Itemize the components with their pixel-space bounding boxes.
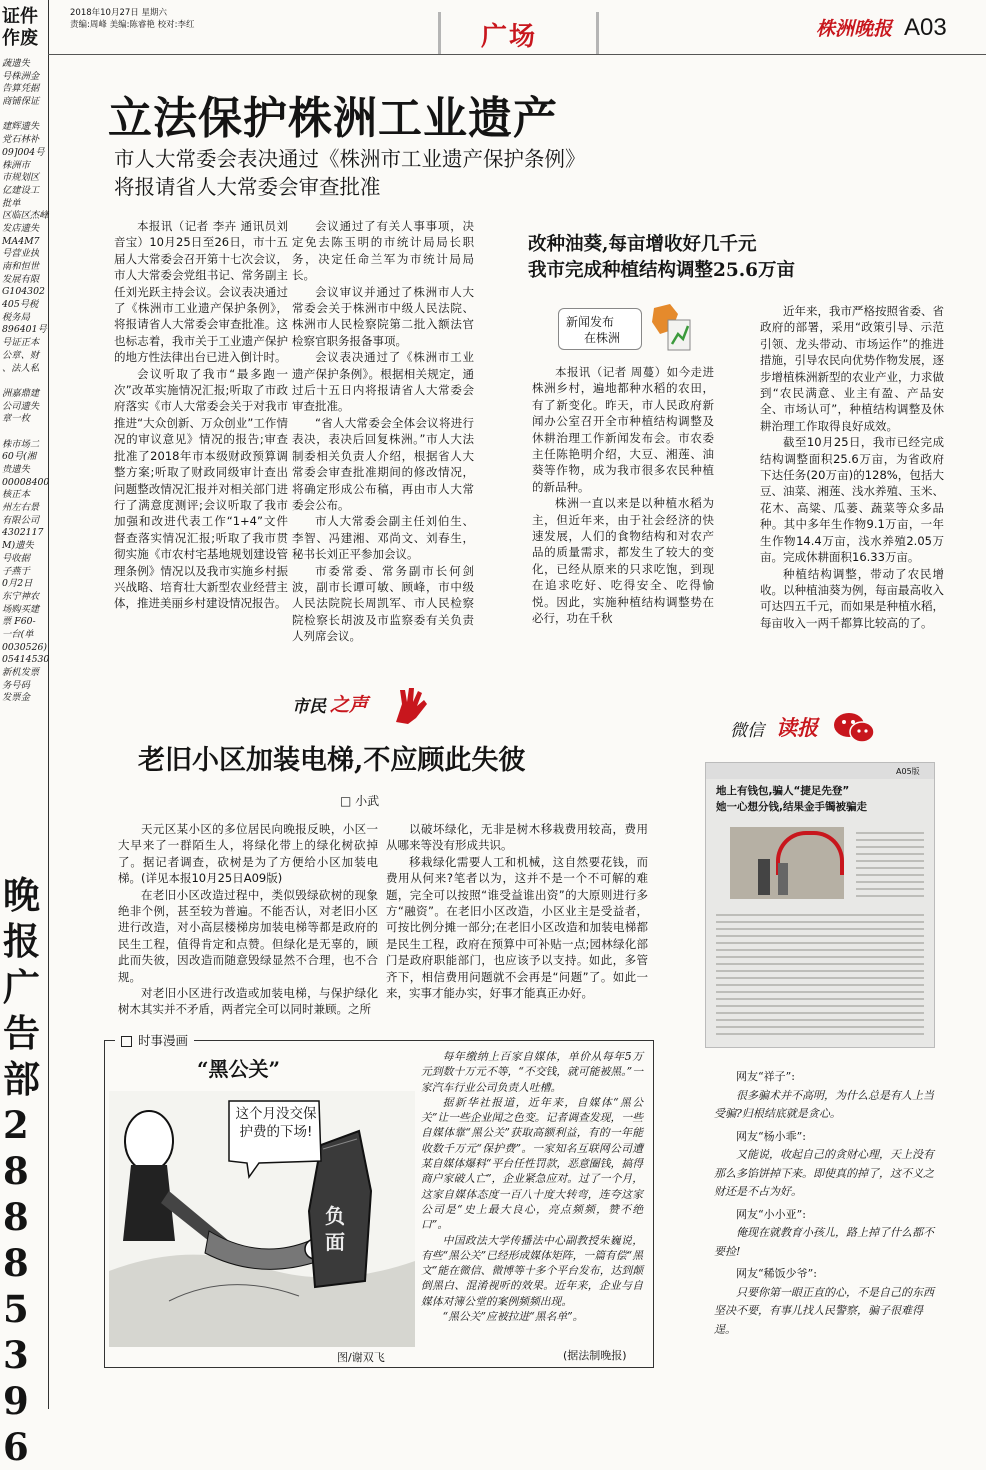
classified-line: 告算凭据 [2, 83, 40, 95]
page-header [48, 0, 986, 58]
classified-line: 洲嘉鼎建 [2, 387, 40, 399]
date-line: 2018年10月27日 星期六 [70, 8, 167, 18]
article-paragraph: 中国政法大学传播法中心副教授朱巍说，有些“黑公关”已经形成媒体矩阵，一篇有偿“黑文”能在微信、微博等十多个平台发布，达到颠倒黑白、混淆视听的效果。近年来，企业与自媒体对簿公堂的案例频频出现。 [421, 1233, 643, 1308]
lead-column-1 [114, 218, 288, 636]
header-divider-left [438, 12, 441, 54]
article-paragraph: 市人大常委会副主任刘伯生、李智、冯建湘、邓尚文、刘春生，秘书长刘正平参加会议。 [292, 514, 474, 562]
stone-label: 负面 [325, 1204, 345, 1254]
article-paragraph: 以破坏绿化，无非是树木移栽费用较高，费用从哪来等没有形成共识。 [386, 822, 648, 853]
classified-line: 号株洲金 [2, 70, 40, 82]
cartoon-source: (据法制晚报) [563, 1349, 627, 1362]
header-divider-right [596, 12, 599, 54]
cartoon-section-label [115, 1031, 194, 1049]
classified-line: 贵遗失 [2, 464, 30, 475]
article-paragraph: 会议表决通过了《株洲市工业遗产保护条例》。根据相关规定，通过后十五日内将报请省人大常委会审查批准。 [292, 350, 474, 414]
article-paragraph: 会议审议并通过了株洲市人大常委会关于株洲市中级人民法院、株洲市人民检察院第二批入额法官检察官职务报备事项。 [292, 284, 474, 348]
comment-user: 网友“祥子”: [736, 1070, 795, 1083]
comment-text: 又能说，收起自己的贪财心理，天上没有那么多馅饼掉下来。即使真的掉了，这不义之财还是不占为好。 [714, 1148, 934, 1198]
classified-line: 蔬遗失 [2, 58, 30, 69]
classified-line: 0030526) [2, 641, 48, 653]
cartoon-credit: 图/谢双飞 [337, 1351, 385, 1364]
voice-headline: 老旧小区加装电梯,不应顾此失彼 [138, 745, 526, 776]
classified-line: 发展有限 [2, 273, 40, 285]
classified-line: 场购买建 [2, 603, 40, 615]
badge-voice: 之声 [330, 694, 369, 716]
comment-text: 只要你第一眼正直的心，不是自己的东西坚决不要，有事儿找人民警察，骗子很难得逞。 [714, 1285, 934, 1336]
news-release-badge [558, 300, 698, 354]
thumb-title-2: 她一心想分钱,结果金手镯被骗走 [716, 801, 867, 813]
lead-subheadline-2: 将报请省人大常委会审查批准 [114, 175, 381, 199]
classified-line: 新机发票 [2, 667, 40, 678]
classified-line: 子燕于 [2, 565, 30, 577]
classified-line: 0月2日 [2, 578, 33, 590]
comment-text: 很多骗术并不高明，为什么总是有人上当受骗?归根结底就是贪心。 [714, 1088, 934, 1120]
voice-byline: □ 小武 [340, 794, 380, 808]
comment-user: 网友“杨小乖”: [736, 1129, 806, 1143]
crop-column-a [532, 364, 714, 644]
lead-subheadline-1: 市人大常委会表决通过《株洲市工业遗产保护条例》 [114, 147, 586, 171]
cartoon-illustration [109, 1091, 415, 1347]
article-paragraph: 种植结构调整，带动了农民增收。以种植油葵为例，每亩最高收入可达四五千元，而如果是种植水稻，每亩收入一两千都算比较高的了。 [760, 566, 944, 630]
classified-line: 405号税 [2, 299, 39, 311]
article-paragraph: “省人大常委会全体会议将进行表决，表决后回复株洲。”市人大法制委相关负责人介绍，根据省人大常委会审查批准期间的修改情况，将确定形成公布稿，再由市人大常委会公布。 [292, 415, 474, 512]
badge-line-1: 新闻发布 [566, 315, 615, 329]
ad-hotline-banner: 晚报广告部 2888 5396 [3, 873, 40, 1469]
classified-line: 09]004号 [2, 146, 45, 158]
raised-hand-icon [386, 684, 430, 728]
article-paragraph: “黑公关”应被拉进“黑名单”。 [442, 1310, 584, 1324]
cartoon-title: “黑公关” [197, 1057, 281, 1081]
classified-line: 公章、财 [2, 349, 40, 361]
classified-line: 东宁神农 [2, 590, 40, 602]
citizen-voice-badge [292, 684, 442, 730]
classified-line: 核正本 [2, 489, 30, 501]
article-paragraph: 本报讯（记者 李卉 通讯员刘音宝）10月25日至26日，市十五届人大常委会召开第十七次会议，市人大常委会党组书记、常务副主任刘光跃主持会议。会议表决通过了《株洲市工业遗产保护条例》，将报请省人大常委会审查批准。这也标志着，我市关于工业遗产保护的地方性法律出台已进入倒计时。 [114, 219, 288, 365]
classified-line: 章一枚 [2, 413, 30, 425]
classified-line: 公司遗失 [2, 400, 40, 412]
classified-line: G104302 [2, 286, 45, 298]
comment-text: 俺现在就教育小孩儿，路上掉了什么都不要捡! [714, 1226, 934, 1258]
thumb-title-1: 地上有钱包,骗人“捷足先登” [716, 785, 850, 797]
classified-line: 号营业执 [2, 248, 40, 260]
left-classified-strip [0, 0, 50, 1469]
crop-headline-1: 改种油葵,每亩增收好几千元 [528, 234, 757, 255]
reader-comments [714, 1068, 934, 1343]
classified-line: 株洲市 [2, 159, 30, 171]
classified-line: 896401号 [2, 324, 47, 336]
classified-line: 商铺保证 [2, 96, 40, 108]
classified-line: M)遗失 [2, 540, 34, 552]
classified-line: 株市场二 [2, 438, 40, 450]
thumb-text-lines [716, 909, 924, 1039]
classified-line: 有限公司 [2, 514, 40, 526]
classified-line: 州左右景 [2, 502, 40, 514]
article-paragraph: 株洲一直以来是以种植水稻为主，但近年来，由于社会经济的快速发展，人们的食物结构和对农产品的质量需求，都发生了较大的变化，已经从原来的只求吃饱，到现在追求吃好、吃得安全、吃得愉悦。因此，实施种植结构调整势在必行，功在千秋 [532, 496, 714, 626]
badge-line-2: 在株洲 [584, 331, 621, 345]
crop-headline-2: 我市完成种植结构调整25.6万亩 [528, 260, 796, 281]
cartoon-box [104, 1033, 654, 1368]
thumb-page-header: A05版 [896, 767, 920, 776]
classified-line: MA4M7 [2, 235, 40, 247]
classified-line: 亿建设工 [2, 184, 40, 196]
article-paragraph: 截至10月25日，我市已经完成结构调整面积25.6万亩，为省政府下达任务(20万亩)的128%，包括大豆、油菜、湘莲、浅水养殖、玉米、花木、高粱、瓜蒌、蔬菜等众多品种。其中多年生作物9.1万亩，一年生作物14.4万亩，浅水养殖2.05万亩。完成休耕面积16.33万亩。 [760, 435, 944, 565]
comment-user: 网友“小小亚”: [736, 1207, 806, 1221]
lead-headline: 立法保护株洲工业遗产 [108, 93, 558, 144]
classified-line [2, 375, 46, 388]
classified-line: 发票金 [2, 692, 30, 704]
classified-line: 05414530 [2, 654, 50, 666]
cartoon-article [421, 1049, 643, 1349]
crop-column-b [760, 303, 944, 643]
classified-line: 号证正本 [2, 337, 40, 349]
classified-line: 4302117 [2, 527, 44, 539]
article-paragraph: 会议通过了有关人事事项，决定免去陈玉明的市统计局局长职务，决定任命兰军为市统计局局长。 [292, 219, 474, 283]
voice-column-1 [118, 821, 378, 1017]
page-number: A03 [904, 14, 947, 41]
classified-line [2, 109, 46, 122]
classified-line: 、法人私 [2, 362, 40, 374]
article-paragraph: 对老旧小区进行改造或加装电梯，与保护绿化树木其实并不矛盾，两者完全可以同时兼顾。之所 [118, 986, 378, 1017]
lead-column-2 [292, 218, 474, 644]
article-paragraph: 在老旧小区改造过程中，类似毁绿砍树的现象绝非个例，甚至较为普遍。不能否认，对老旧小区进行改造，对小高层楼梯房加装电梯等都是政府的民生工程，值得肯定和点赞。但绿化是无辜的，顾此而失彼，因改造而随意毁绿显然不合理，也不合规。 [118, 887, 378, 984]
classified-line: 务号码 [2, 679, 30, 691]
cartoon-section-text: 时事漫画 [138, 1033, 189, 1048]
lost-documents-title: 证件作废 [2, 6, 38, 49]
article-paragraph: 据新华社报道，近年来，自媒体“黑公关”让一些企业闻之色变。记者调查发现，一些自媒体靠“黑公关”获取高额利益，有的一年能收数千万元“保护费”。一家知名互联网公司遭某自媒体爆料“平台任性罚款，恶意圈钱，搞得商户家破人亡”，企业紧急应对。过了一个月，这家自媒体态度一百八十度大转弯，连夸这家公司是“史上最大良心，亮点频频，赞不绝口”。 [421, 1095, 643, 1232]
square-icon [121, 1036, 132, 1047]
speech-bubble-text: 这个月没交保护费的下场! [235, 1106, 317, 1140]
classified-line: 市规划区 [2, 172, 40, 184]
brand-logo: 株洲晚报 [816, 18, 893, 40]
article-paragraph: 每年缴纳上百家自媒体，单价从每年5万元到数十万元不等，“不交钱，就可能被黑。”一家汽车行业公司负责人吐槽。 [421, 1050, 643, 1094]
weixin-label [730, 710, 880, 750]
classified-line: 发店遗失 [2, 222, 40, 234]
classified-line: 党石林补 [2, 134, 40, 146]
thumb-photo [730, 827, 844, 899]
editors-line: 责编:周峰 美编:陈睿艳 校对:李红 [70, 20, 195, 30]
section-name: 广场 [481, 22, 538, 52]
classified-line: 税务局 [2, 311, 30, 323]
classified-line: 票 F60- [2, 616, 36, 628]
article-paragraph: 本报讯（记者 周蔓）如今走进株洲乡村，遍地都种水稻的农田，有了新变化。昨天，市人民政府新闻办公室召开全市种植结构调整及休耕治理工作新闻发布会。市农委主任陈艳明介绍，大豆、湘莲、油葵等作物，成为我市很多农民种植的新品种。 [532, 365, 714, 494]
voice-column-2 [386, 821, 648, 1001]
classified-line: 一台(单 [2, 628, 34, 640]
classified-line: 号收据 [2, 552, 30, 564]
comment-user: 网友“稀饭少爷”: [736, 1267, 817, 1280]
phone-screenshot [705, 762, 935, 1048]
wechat-icon [832, 710, 876, 746]
article-paragraph: 市委常委、常务副市长何剑波，副市长谭可敏、顾峰，市中级人民法院院长周凯军、市人民检察院检察长胡波及市监察委有关负责人列席会议。 [292, 563, 474, 644]
article-paragraph: 会议听取了我市“最多跑一次”改革实施情况汇报;听取了市政府落实《市人大常委会关于对我市推进“大众创新、万众创业”工作情况的审议意见》情况的报告;审查批准了2018年市本级财政预算调整方案;听取了财政同级审计查出问题整改情况汇报并对相关部门进行了满意度测评;会议听取了我市加强和改进代表工作“1+4”文件督查落实情况汇报;听取了我市贯彻实施《市农村宅基地规划建设管理条例》情况以及我市实施乡村振兴战略、培育壮大新型农业经营主体，推进美丽乡村建设情况报告。 [114, 366, 288, 611]
classified-lines [2, 58, 50, 705]
article-paragraph: 近年来，我市严格按照省委、省政府的部署，采用“政策引导、示范引领、龙头带动、市场运作”的推进措施，引导农民向优势作物发展，逐步增植株洲新型的农业产业，力求做到“农民满意、业主有盈、产品安全、市场认可”，种植结构调整及休耕治理工作取得良好成效。 [760, 304, 944, 433]
badge-citizen: 市民 [292, 697, 326, 717]
header-rule [48, 54, 986, 55]
classified-line: 建辉遗失 [2, 121, 40, 133]
classified-line: 00008400 [2, 476, 50, 488]
classified-line: 批单 [2, 197, 21, 209]
classified-line: 60号(湘 [2, 451, 37, 463]
article-paragraph: 移栽绿化需要人工和机械，这自然要花钱，而费用从何来?笔者以为，这并不是一个不可解的难题，完全可以按照“谁受益谁出资”的大原则进行多方“融资”。在老旧小区改造，小区业主是受益者，可按比例分摊一部分;在老旧小区改造和加装电梯都是民生工程，政府在预算中可补贴一点;园林绿化部门是政府职能部门，也应该予以支持。如此，多管齐下，相信费用问题就不会再是“问题”了。如此一来，实事才能办实，好事才能真正办好。 [386, 854, 648, 1001]
classified-line: 南和恒世 [2, 261, 40, 272]
map-chart-icon [642, 300, 696, 354]
weixin-text: 微信 [730, 721, 764, 741]
classified-line: 区临区杰峰 [2, 210, 49, 222]
read-paper-text: 读报 [776, 716, 818, 740]
classified-line [2, 426, 46, 439]
article-paragraph: 天元区某小区的多位居民向晚报反映，小区一大早来了一群陌生人，将绿化带上的绿化树砍掉了。据记者调查，砍树是为了方便给小区加装电梯。(详见本报10月25日A09版) [118, 822, 378, 886]
